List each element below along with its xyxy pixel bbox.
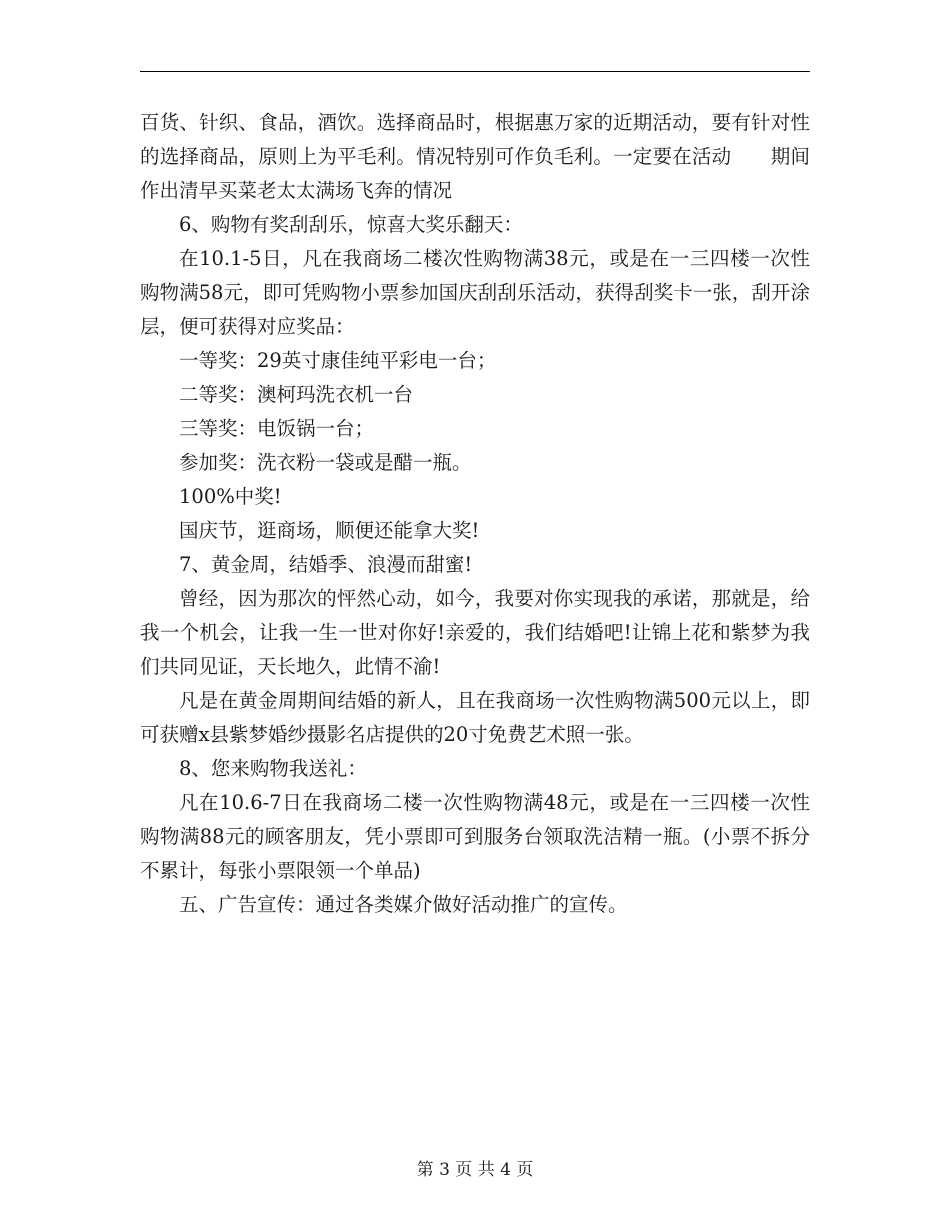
- paragraph: 曾经，因为那次的怦然心动，如今，我要对你实现我的承诺，那就是，给我一个机会，让我一生一世对你好!亲爱的，我们结婚吧!让锦上花和紫梦为我们共同见证，天长地久，此情不渝!: [140, 587, 810, 678]
- paragraph: 凡在10.6-7日在我商场二楼一次性购物满48元，或是在一三四楼一次性购物满88元的顾客朋友，凭小票即可到服务台领取洗洁精一瓶。(小票不拆分不累计，每张小票限领一个单品): [140, 791, 810, 882]
- page-number-footer: 第 3 页 共 4 页: [416, 1160, 534, 1180]
- prize-item-second: 二等奖：澳柯玛洗衣机一台: [179, 383, 414, 406]
- paragraph: 国庆节，逛商场，顺便还能拿大奖!: [179, 519, 480, 542]
- paragraph: 凡是在黄金周期间结婚的新人，且在我商场一次性购物满500元以上，即可获赠x县紫梦婚纱摄影名店提供的20寸免费艺术照一张。: [140, 689, 810, 746]
- paragraph: 100%中奖!: [179, 485, 282, 508]
- paragraph: 在10.1-5日，凡在我商场二楼次性购物满38元，或是在一三四楼一次性购物满58元，即可凭购物小票参加国庆刮刮乐活动，获得刮奖卡一张，刮开涂层，便可获得对应奖品：: [140, 247, 810, 338]
- prize-item-participation: 参加奖：洗衣粉一袋或是醋一瓶。: [179, 451, 472, 474]
- prize-item-first: 一等奖：29英寸康佳纯平彩电一台；: [179, 349, 497, 372]
- section-heading-five: 五、广告宣传：通过各类媒介做好活动推广的宣传。: [179, 893, 628, 916]
- section-heading-8: 8、您来购物我送礼：: [179, 757, 367, 780]
- section-heading-6: 6、购物有奖刮刮乐，惊喜大奖乐翻天：: [179, 213, 523, 236]
- header-rule: [140, 71, 810, 72]
- prize-item-third: 三等奖：电饭锅一台；: [179, 417, 375, 440]
- section-heading-7: 7、黄金周，结婚季、浪漫而甜蜜!: [179, 553, 473, 576]
- paragraph: 百货、针织、食品，酒饮。选择商品时，根据惠万家的近期活动，要有针对性的选择商品，原则上为平毛利。情况特别可作负毛利。一定要在活动 期间作出清早买菜老太太满场飞奔的情况: [140, 111, 810, 202]
- document-body: [140, 106, 810, 922]
